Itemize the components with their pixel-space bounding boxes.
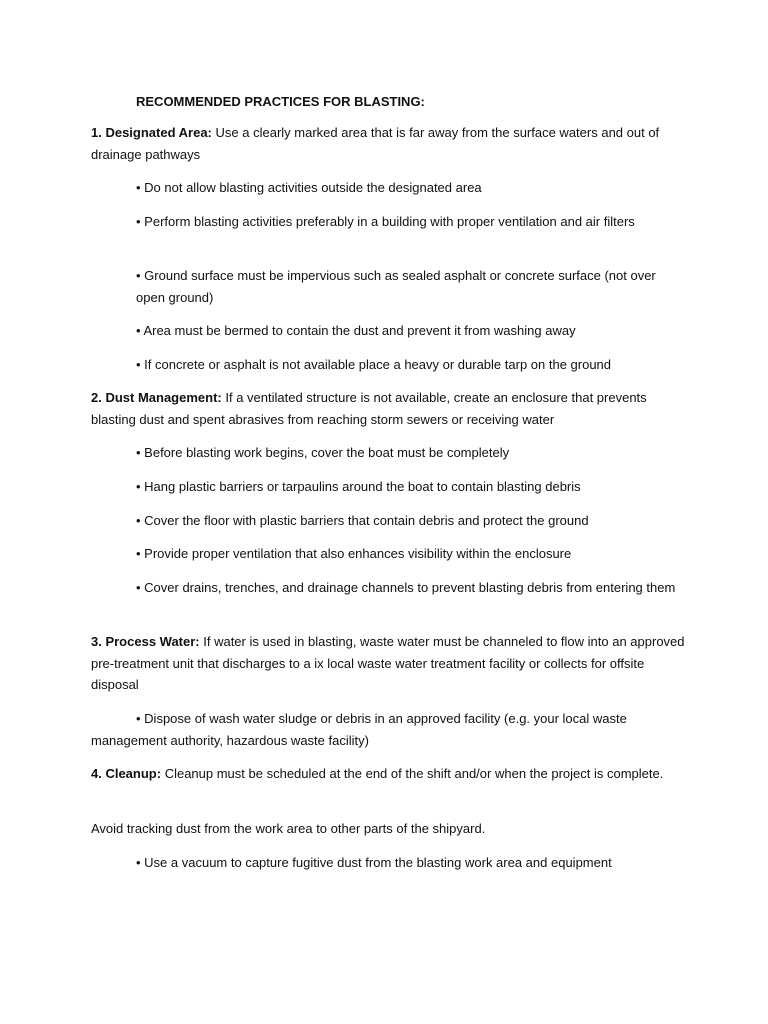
list-item: • Cover the floor with plastic barriers that contain debris and protect the ground: [136, 513, 589, 528]
list-item: • Before blasting work begins, cover the boat must be completely: [136, 445, 510, 460]
list-item: • Hang plastic barriers or tarpaulins around the boat to contain blasting debris: [136, 479, 581, 494]
list-item: • Provide proper ventilation that also enhances visibility within the enclosure: [136, 546, 572, 561]
list-item: • Do not allow blasting activities outside the designated area: [136, 180, 482, 195]
section-label: 3. Process Water:: [91, 634, 200, 649]
section-designated-area: [91, 122, 691, 165]
document-title: RECOMMENDED PRACTICES FOR BLASTING:: [136, 94, 425, 109]
list-item: • If concrete or asphalt is not available place a heavy or durable tarp on the ground: [136, 357, 612, 372]
section-label: 4. Cleanup:: [91, 766, 162, 781]
section-text: If water is used in blasting, waste water must be channeled to flow into an approved pre-treatment unit that discharges to a ix local waste water treatment facility or collects for offsite disposal: [91, 634, 685, 692]
section-text: Use a clearly marked area that is far away from the surface waters and out of drainage pathways: [91, 125, 660, 162]
section-text: Cleanup must be scheduled at the end of the shift and/or when the project is complete.: [161, 766, 664, 781]
section-label: 1. Designated Area:: [91, 125, 212, 140]
list-item: • Use a vacuum to capture fugitive dust from the blasting work area and equipment: [136, 855, 612, 870]
list-item: • Cover drains, trenches, and drainage channels to prevent blasting debris from entering them: [136, 580, 676, 595]
list-item: • Area must be bermed to contain the dust and prevent it from washing away: [136, 323, 576, 338]
closing-text: Avoid tracking dust from the work area to other parts of the shipyard.: [91, 821, 486, 836]
section-dust-management: [91, 387, 691, 430]
list-item: • Ground surface must be impervious such as sealed asphalt or concrete surface (not over open ground): [136, 268, 656, 305]
section-process-water: [91, 631, 691, 696]
section-text: If a ventilated structure is not available, create an enclosure that prevents blasting dust and spent abrasives from reaching storm sewers or receiving water: [91, 390, 647, 427]
section-label: 2. Dust Management:: [91, 390, 222, 405]
list-item: • Dispose of wash water sludge or debris in an approved facility (e.g. your local waste management authority, hazardous waste facility): [91, 711, 627, 748]
list-item: • Perform blasting activities preferably in a building with proper ventilation and air filters: [136, 214, 635, 229]
section-cleanup: [91, 763, 691, 785]
